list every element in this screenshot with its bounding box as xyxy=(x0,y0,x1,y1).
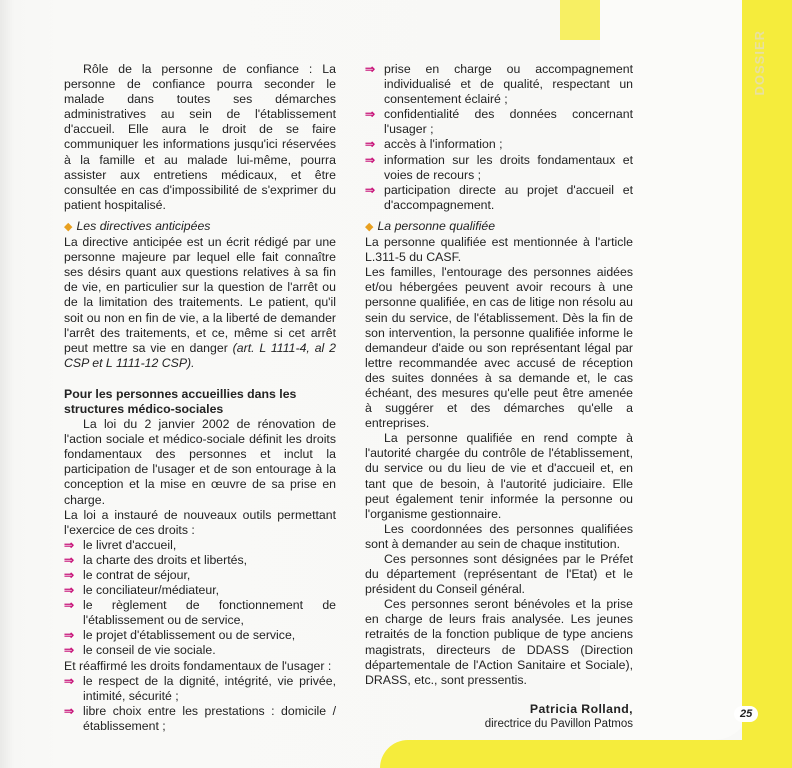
paragraph-qualifiee-1: La personne qualifiée est mentionnée à l'article L.311-5 du CASF. xyxy=(365,235,633,265)
arrow-icon: ⇒ xyxy=(64,583,75,598)
arrow-icon: ⇒ xyxy=(64,628,75,643)
diamond-icon: ◆ xyxy=(64,220,73,233)
signature-name: Patricia Rolland, xyxy=(529,701,633,716)
page-number: 25 xyxy=(734,706,758,722)
list-item: ⇒ le livret d'accueil, xyxy=(64,537,177,552)
arrow-icon: ⇒ xyxy=(64,552,75,567)
section-heading-qualifiee: ◆ La personne qualifiée xyxy=(365,218,496,233)
heading-medico-sociales: Pour les personnes accueillies dans les structures médico-sociales xyxy=(64,386,297,416)
paragraph-qualifiee-3: La personne qualifiée en rend compte à l'autorité chargée du contrôle de l'établissement, du service ou du lieu de vie et d'accueil et, en tant que de besoin, à l'autorité judiciaire. Elle peut également tenir informée la personne ou l'organisme gestionnaire. xyxy=(365,431,633,521)
paragraph-qualifiee-2: Les familles, l'entourage des personnes aidées et/ou hébergées peuvent avoir recours à une personne qualifiée, en cas de litige non résolu au sein du service, de l'établissement. Dès la fin de son intervention, la personne qualifiée informe le demandeur d'aide ou son représentant légal par lettre recommandée avec accusé de réception des suites données à sa demande et, le cas échéant, des mesures qu'elle peut être amenée à suggérer et des démarches qu'elle a entreprises. xyxy=(365,265,633,431)
legal-reference: (art. L 1111-4, al 2 CSP et L 1111-12 CSP). xyxy=(64,340,336,370)
arrow-icon: ⇒ xyxy=(64,703,75,718)
arrow-icon: ⇒ xyxy=(64,643,75,658)
paragraph-droits: Et réaffirmé les droits fondamentaux de l'usager : xyxy=(64,658,332,673)
list-item: ⇒ la charte des droits et libertés, xyxy=(64,552,248,567)
left-column xyxy=(64,62,336,734)
paragraph-qualifiee-6: Ces personnes seront bénévoles et la prise en charge de leurs frais analysée. Les jeunes retraités de la fonction publique de type anciens magistrats, directeurs de DDASS (Direction départementale de l'Action Sanitaire et Sociale), DRASS, etc., sont pressentis. xyxy=(365,597,633,687)
diamond-icon: ◆ xyxy=(365,220,374,233)
list-item: ⇒ le projet d'établissement ou de service, xyxy=(64,628,296,643)
paragraph-qualifiee-5: Ces personnes sont désignées par le Préfet du département (représentant de l'Etat) et le président du Conseil général. xyxy=(365,552,633,597)
arrow-icon: ⇒ xyxy=(365,152,376,167)
paragraph-outils: La loi a instauré de nouveaux outils permettant l'exercice de ces droits : xyxy=(64,507,336,537)
list-item: ⇒ le règlement de fonctionnement de l'établissement ou de service, xyxy=(64,598,336,628)
list-item: ⇒ le conseil de vie sociale. xyxy=(64,643,216,658)
list-item: ⇒ confidentialité des données concernant l'usager ; xyxy=(365,107,633,137)
arrow-icon: ⇒ xyxy=(365,62,376,76)
list-item: ⇒ accès à l'information ; xyxy=(365,137,503,152)
yellow-bottom-band xyxy=(380,740,792,768)
arrow-icon: ⇒ xyxy=(64,598,75,613)
arrow-icon: ⇒ xyxy=(365,137,376,152)
right-column xyxy=(365,62,633,732)
list-item: ⇒ le contrat de séjour, xyxy=(64,568,191,582)
arrow-icon: ⇒ xyxy=(365,182,376,197)
paragraph-qualifiee-4: Les coordonnées des personnes qualifiées sont à demander au sein de chaque institution. xyxy=(365,521,633,551)
arrow-icon: ⇒ xyxy=(64,673,75,688)
yellow-side-band xyxy=(742,0,792,768)
arrow-icon: ⇒ xyxy=(64,537,75,552)
list-item: ⇒ le respect de la dignité, intégrité, vie privée, intimité, sécurité ; xyxy=(64,673,336,703)
list-item: ⇒ libre choix entre les prestations : domicile / établissement ; xyxy=(64,703,336,733)
side-label: DOSSIER xyxy=(752,30,767,96)
paragraph-loi-2002: La loi du 2 janvier 2002 de rénovation de l'action sociale et médico-sociale définit les droits fondamentaux des personnes et inclut la participation de l'usager et de son entourage à la conception et la mise en œuvre de sa prise en charge. xyxy=(64,417,336,507)
list-item: ⇒ participation directe au projet d'accueil et d'accompagnement. xyxy=(365,182,633,212)
paragraph-directives: La directive anticipée est un écrit rédigé par une personne majeure par lequel elle fait connaître ses désirs quant aux questions relatives à sa fin de vie, en particulier sur la question de l'arrêt ou de la limitation des traitements. Le patient, qu'il soit ou non en fin de vie, a la liberté de demander l'arrêt des traitements, et ce, même si cet arrêt peut mettre sa vie en danger (art. L 1111-4, al 2 CSP et L 1111-12 CSP). xyxy=(64,235,336,370)
paragraph-personne-confiance: Rôle de la personne de confiance : La personne de confiance pourra seconder le malade dans toutes ses démarches administratives au sein de l'établissement d'accueil. Elle aura le droit de se faire communiquer les informations jusqu'ici réservées à la famille et au malade lui-même, pourra assister aux entretiens médicaux, et être consultée en cas d'impossibilité de s'exprimer du patient hospitalisé. xyxy=(64,62,336,212)
arrow-icon: ⇒ xyxy=(365,107,376,122)
list-item: ⇒ le conciliateur/médiateur, xyxy=(64,583,220,598)
signature-role: directrice du Pavillon Patmos xyxy=(484,717,633,730)
list-item: ⇒ information sur les droits fondamentaux et voies de recours ; xyxy=(365,152,633,182)
list-item: ⇒ prise en charge ou accompagnement individualisé et de qualité, respectant un consentement éclairé ; xyxy=(365,62,633,107)
arrow-icon: ⇒ xyxy=(64,568,75,582)
section-heading-directives: ◆ Les directives anticipées xyxy=(64,218,211,233)
